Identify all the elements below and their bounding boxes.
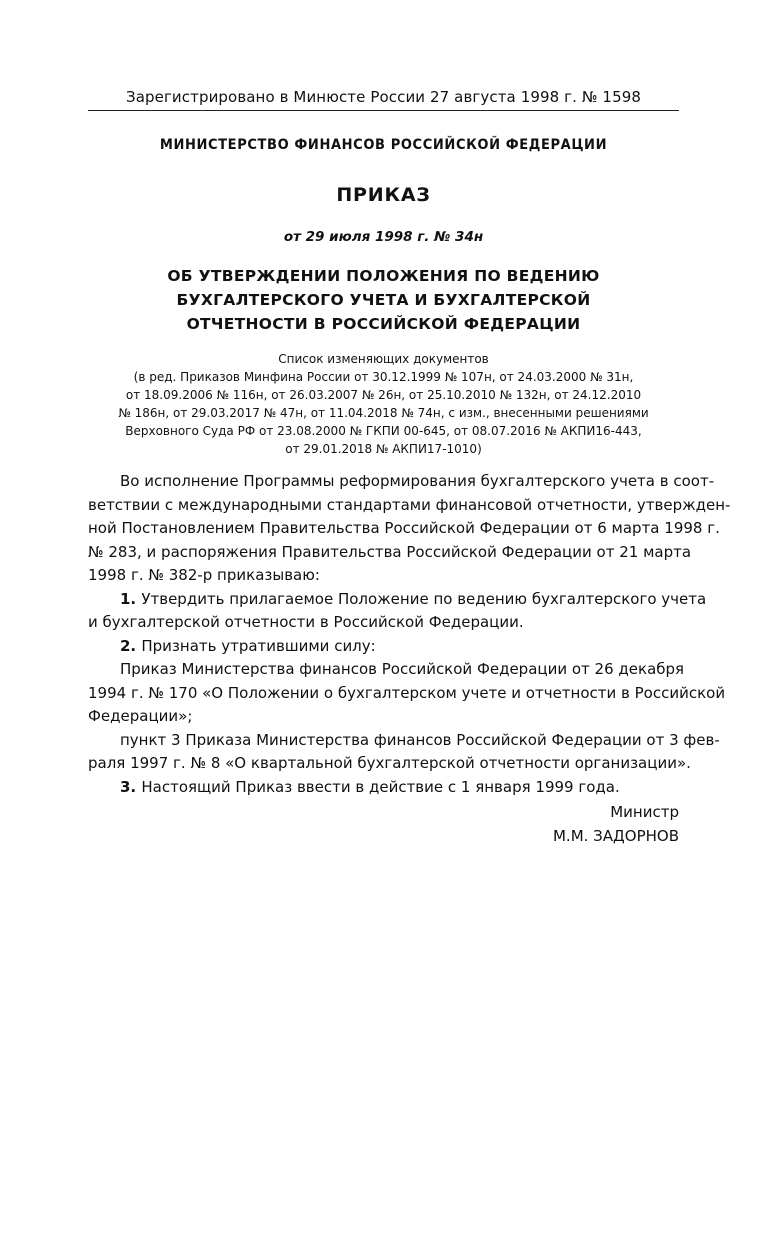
signature-block	[88, 800, 679, 848]
signatory-name: М.М. ЗАДОРНОВ	[552, 827, 679, 845]
amendments-line: от 29.01.2018 № АКПИ17-1010)	[285, 442, 482, 456]
item1-line: и бухгалтерской отчетности в Российской Федерации.	[88, 613, 524, 631]
order-body	[88, 470, 731, 799]
item-number: 2.	[120, 636, 142, 655]
registration-header: Зарегистрировано в Минюсте России 27 августа 1998 г. № 1598	[88, 86, 679, 111]
amendments-line: Список изменяющих документов	[278, 352, 489, 366]
ministry-name: МИНИСТЕРСТВО ФИНАНСОВ РОССИЙСКОЙ ФЕДЕРАЦИИ	[159, 137, 608, 153]
subject-line: БУХГАЛТЕРСКОГО УЧЕТА И БУХГАЛТЕРСКОЙ	[176, 291, 591, 309]
item-number: 3.	[120, 777, 142, 796]
subject-line: ОБ УТВЕРЖДЕНИИ ПОЛОЖЕНИЯ ПО ВЕДЕНИЮ	[167, 267, 600, 285]
amendments-list	[88, 350, 679, 458]
intro-line: Во исполнение Программы реформирования бухгалтерского учета в соот-	[120, 472, 715, 490]
intro-line: ной Постановлением Правительства Российской Федерации от 6 марта 1998 г.	[88, 519, 720, 537]
repeal2-line: пункт 3 Приказа Министерства финансов Российской Федерации от 3 фев-	[120, 730, 720, 749]
item-text: Настоящий Приказ ввести в действие с 1 января 1999 года.	[141, 777, 620, 796]
item-text: Утвердить прилагаемое Положение по ведению бухгалтерского учета	[141, 589, 707, 608]
intro-line: № 283, и распоряжения Правительства Российской Федерации от 21 марта	[88, 542, 692, 561]
repeal2-line: раля 1997 г. № 8 «О квартальной бухгалтерской отчетности организации».	[88, 754, 691, 772]
order-title: ПРИКАЗ	[336, 184, 431, 206]
item-number: 1.	[120, 589, 142, 608]
item1-line	[88, 588, 707, 612]
order-date: от 29 июля 1998 г. № 34н	[283, 229, 484, 245]
amendments-line: от 18.09.2006 № 116н, от 26.03.2007 № 26н, от 25.10.2010 № 132н, от 24.12.2010	[125, 388, 642, 402]
intro-line: ветствии с международными стандартами финансовой отчетности, утвержден-	[88, 495, 731, 514]
subject-line: ОТЧЕТНОСТИ В РОССИЙСКОЙ ФЕДЕРАЦИИ	[186, 315, 581, 333]
item2-line	[88, 635, 679, 659]
amendments-line: № 186н, от 29.03.2017 № 47н, от 11.04.2018 № 74н, с изм., внесенными решениями	[118, 406, 649, 420]
repeal1-line: Федерации»;	[88, 707, 193, 725]
item3-line	[88, 776, 679, 800]
signatory-position: Министр	[610, 803, 679, 821]
repeal1-line: 1994 г. № 170 «О Положении о бухгалтерском учете и отчетности в Российской	[88, 683, 726, 702]
amendments-line: Верховного Суда РФ от 23.08.2000 № ГКПИ 00-645, от 08.07.2016 № АКПИ16-443,	[125, 424, 642, 438]
repeal1-line: Приказ Министерства финансов Российской Федерации от 26 декабря	[120, 660, 685, 678]
amendments-line: (в ред. Приказов Минфина России от 30.12.1999 № 107н, от 24.03.2000 № 31н,	[133, 370, 634, 384]
item-text: Признать утратившими силу:	[141, 636, 376, 655]
order-subject	[88, 264, 679, 336]
intro-line: 1998 г. № 382-р приказываю:	[88, 566, 320, 584]
